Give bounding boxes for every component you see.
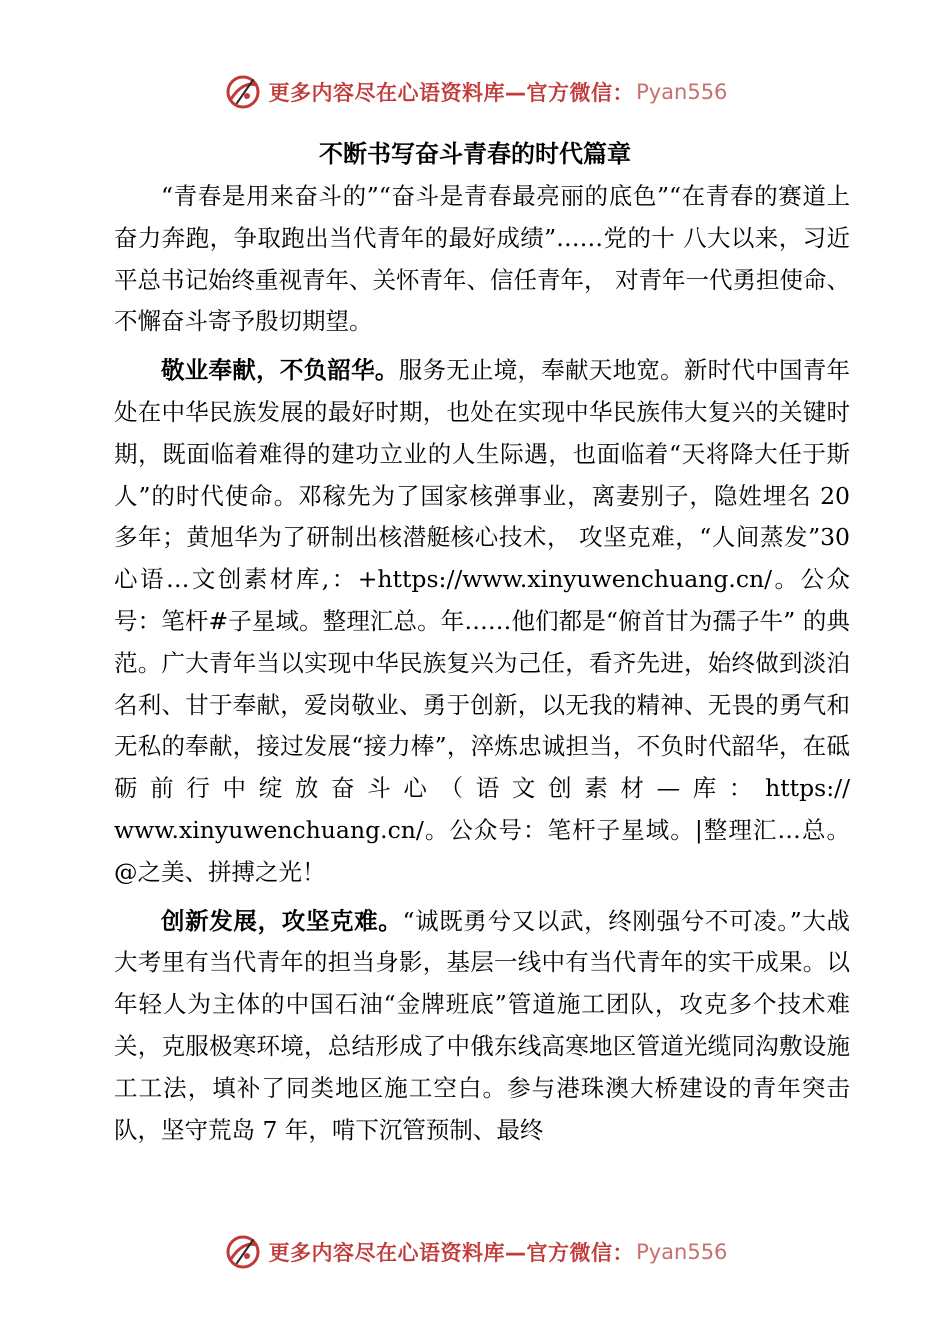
brand-logo-icon	[223, 1232, 263, 1272]
header-watermark-banner	[0, 68, 950, 116]
paragraph-dedication	[114, 350, 850, 893]
paragraph-innovation	[114, 901, 850, 1152]
paragraph-lead: 敬业奉献，不负韶华。	[161, 356, 399, 385]
article-title: 不断书写奋斗青春的时代篇章	[319, 140, 631, 168]
banner-wechat-id: Pyan556	[636, 80, 728, 104]
paragraph-text: “诚既勇兮又以武，终刚强兮不可凌。”大战大考里有当代青年的担当身影，基层一线中有当代青年的实干成果。以年轻人为主体的中国石油“金牌班底”管道施工团队，攻克多个技术难关，克服极寒环境，总结形成了中俄东线高寒地区管道光缆同沟敷设施工工法，填补了同类地区施工空白。参与港珠澳大桥建设的青年突击队，坚守荒岛 7 年，啃下沉管预制、最终	[114, 906, 851, 1144]
footer-watermark-banner	[0, 1228, 950, 1276]
article-body	[114, 176, 850, 1151]
banner-wechat-id: Pyan556	[636, 1240, 728, 1264]
paragraph-lead: 创新发展，攻坚克难。	[161, 906, 403, 935]
paragraph-text: “青春是用来奋斗的”“奋斗是青春最亮丽的底色”“在青春的赛道上奋力奔跑，争取跑出当代青年的最好成绩”……党的十 八大以来，习近平总书记始终重视青年、关怀青年、信任青年， 对青年一代勇担使命、不懈奋斗寄予殷切期望。	[114, 182, 850, 336]
banner-text: 更多内容尽在心语资料库—官方微信：	[268, 81, 635, 105]
paragraph-text: 服务无止境，奉献天地宽。新时代中国青年处在中华民族发展的最好时期，也处在实现中华民族伟大复兴的关键时期，既面临着难得的建功立业的人生际遇，也面临着“天将降大任于斯人”的时代使命。邓稼先为了国家核弹事业，离妻别子，隐姓埋名 20 多年；黄旭华为了研制出核潜艇核心技术， 攻坚克难，“人间蒸发”30 心语…文创素材库,：+https://www.xinyuwenchuang.cn/。公众号：笔杆#子星域。整理汇总。年……他们都是“俯首甘为孺子牛” 的典范。广大青年当以实现中华民族复兴为己任，看齐先进，始终做到淡泊名利、甘于奉献，爱岗敬业、勇于创新，以无我的精神、无畏的勇气和无私的奉献，接过发展“接力棒”，淬炼忠诚担当，不负时代韶华，在砥砺前行中绽放奋斗心（语文创素材—库：https:// www.xinyuwenchuang.cn/。公众号：笔杆子星域。|整理汇…总。@之美、拼搏之光！	[114, 356, 851, 886]
paragraph-intro	[114, 176, 850, 343]
brand-logo-icon	[223, 72, 263, 112]
banner-text: 更多内容尽在心语资料库—官方微信：	[268, 1241, 635, 1265]
